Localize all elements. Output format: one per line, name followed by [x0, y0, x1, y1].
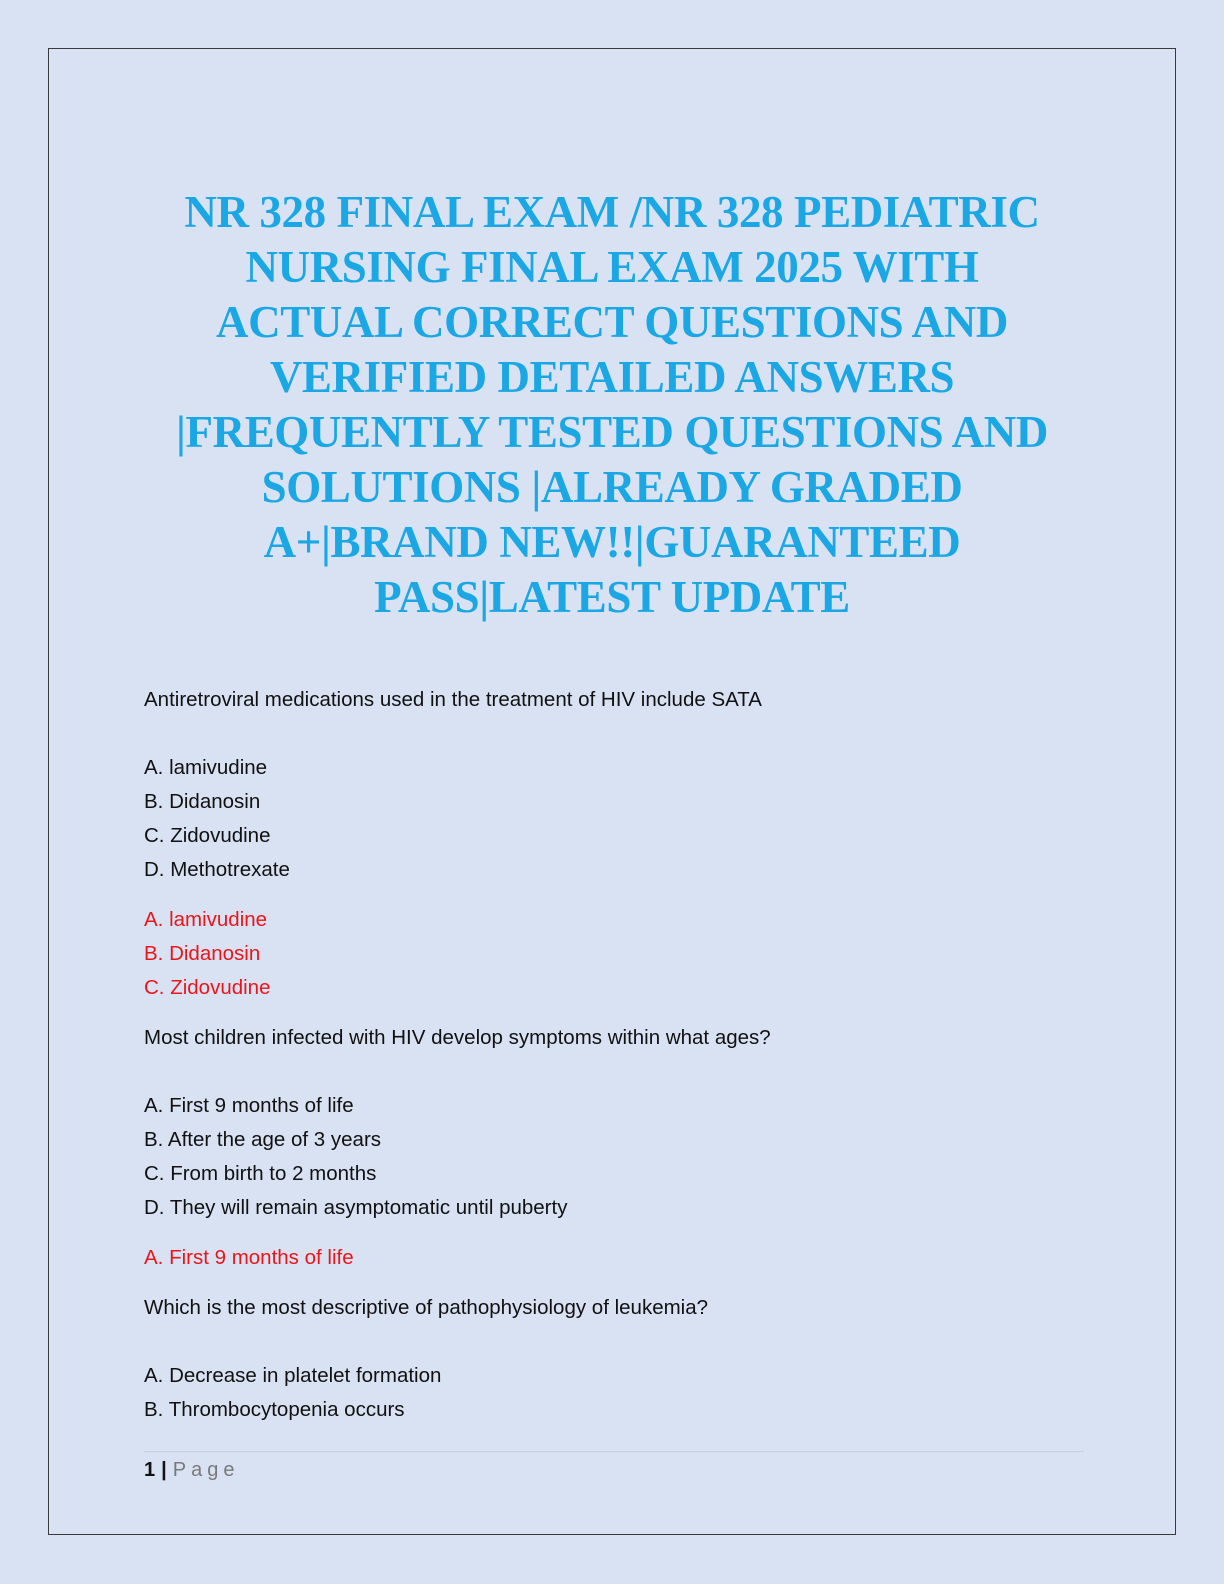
option-list: [144, 751, 1084, 887]
option-item: A. lamivudine: [144, 756, 268, 779]
question-text: Which is the most descriptive of pathophysiology of leukemia?: [144, 1296, 709, 1319]
answer-list: [144, 903, 1084, 1005]
question-block: [144, 683, 1084, 1005]
option-item: D. Methotrexate: [144, 858, 290, 881]
title-line: VERIFIED DETAILED ANSWERS: [269, 352, 955, 402]
page-label: Page: [172, 1459, 240, 1481]
option-item: B. Didanosin: [144, 790, 261, 813]
title-line: |FREQUENTLY TESTED QUESTIONS AND: [176, 407, 1048, 457]
option-item: C. Zidovudine: [144, 824, 271, 847]
footer-divider: [144, 1451, 1084, 1452]
page-number: 1: [144, 1459, 156, 1481]
question-text: Most children infected with HIV develop symptoms within what ages?: [144, 1026, 771, 1049]
option-item: B. After the age of 3 years: [144, 1128, 382, 1151]
title-line: SOLUTIONS |ALREADY GRADED: [261, 462, 963, 512]
title-line: PASS|LATEST UPDATE: [374, 572, 850, 622]
title-line: NR 328 FINAL EXAM /NR 328 PEDIATRIC: [184, 187, 1040, 237]
document-title: [140, 185, 1084, 625]
option-item: C. From birth to 2 months: [144, 1162, 377, 1185]
footer-separator: |: [161, 1459, 167, 1481]
page-footer: [144, 1456, 239, 1484]
title-line: ACTUAL CORRECT QUESTIONS AND: [216, 297, 1008, 347]
option-item: A. Decrease in platelet formation: [144, 1364, 442, 1387]
answer-item: B. Didanosin: [144, 942, 261, 965]
option-item: B. Thrombocytopenia occurs: [144, 1398, 405, 1421]
answer-item: A. lamivudine: [144, 908, 268, 931]
answer-item: C. Zidovudine: [144, 976, 271, 999]
option-list: [144, 1359, 1084, 1427]
option-item: A. First 9 months of life: [144, 1094, 354, 1117]
question-block: [144, 1021, 1084, 1275]
answer-list: [144, 1241, 1084, 1275]
title-line: NURSING FINAL EXAM 2025 WITH: [245, 242, 979, 292]
question-text: Antiretroviral medications used in the treatment of HIV include SATA: [144, 688, 762, 711]
question-list: [144, 683, 1084, 1427]
option-item: D. They will remain asymptomatic until puberty: [144, 1196, 568, 1219]
option-list: [144, 1089, 1084, 1225]
answer-item: A. First 9 months of life: [144, 1246, 354, 1269]
question-block: [144, 1291, 1084, 1427]
title-line: A+|BRAND NEW!!|GUARANTEED: [263, 517, 961, 567]
